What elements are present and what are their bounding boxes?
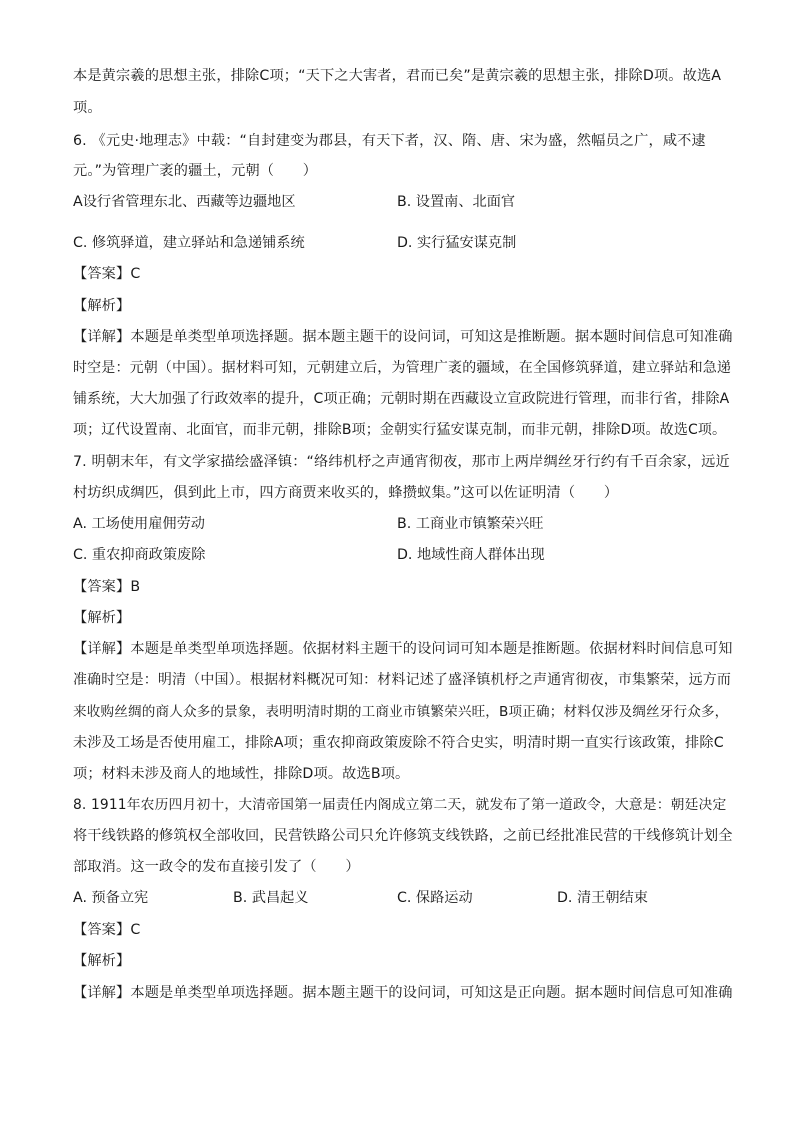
q6-analysis-label: 【解析】 [73,298,131,314]
q7-detail-line-3: 来收购丝绸的商人众多的景象，表明明清时期的工商业市镇繁荣兴旺，B项正确；材料仅涉及绸丝牙行众多， [73,704,729,720]
q6-option-c: C. 修筑驿道，建立驿站和急递铺系统 [73,235,305,251]
q6-detail-line-1: 【详解】本题是单类型单项选择题。据本题主题干的设问词，可知这是推断题。据本题时间信息可知准确 [73,329,733,345]
q7-detail-line-1: 【详解】本题是单类型单项选择题。依据材料主题干的设问词可知本题是推断题。依据材料时间信息可知 [73,641,733,657]
q6-option-b: B. 设置南、北面官 [397,194,516,210]
q7-option-d: D. 地域性商人群体出现 [397,547,545,563]
intro-line-2: 项。 [73,100,102,116]
q6-answer: 【答案】C [73,266,141,282]
q6-option-a: A设行省管理东北、西藏等边疆地区 [73,194,296,210]
q7-answer: 【答案】B [73,579,141,595]
q8-stem-line-3: 部取消。这一政令的发布直接引发了（ ） [73,859,360,875]
q7-option-b: B. 工商业市镇繁荣兴旺 [397,516,544,532]
q7-stem-line-1: 7. 明朝末年，有文学家描绘盛泽镇：“络纬机杼之声通宵彻夜，那市上两岸绸丝牙行约有千百余家，远近 [73,454,730,470]
q8-analysis-label: 【解析】 [73,953,131,969]
q7-stem-line-2: 村坊织成绸匹，俱到此上市，四方商贾来收买的，蜂攒蚁集。”这可以佐证明清（ ） [73,485,619,501]
q7-option-c: C. 重农抑商政策废除 [73,547,206,563]
q8-option-a: A. 预备立宪 [73,890,149,906]
q8-stem-line-2: 将干线铁路的修筑权全部收回，民营铁路公司只允许修筑支线铁路，之前已经批准民营的干线修筑计划全 [73,828,733,844]
q8-answer: 【答案】C [73,922,141,938]
q7-detail-line-4: 未涉及工场是否使用雇工，排除A项；重农抑商政策废除不符合史实，明清时期一直实行该政策，排除C [73,735,724,751]
q8-option-d: D. 清王朝结束 [557,890,648,906]
q6-detail-line-4: 项；辽代设置南、北面官，而非元朝，排除B项；金朝实行猛安谋克制，而非元朝，排除D项。故选C项。 [73,422,727,438]
q8-detail-line-1: 【详解】本题是单类型单项选择题。据本题主题干的设问词，可知这是正向题。据本题时间信息可知准确 [73,985,733,1001]
q6-option-d: D. 实行猛安谋克制 [397,235,517,251]
q8-option-b: B. 武昌起义 [233,890,309,906]
q7-option-a: A. 工场使用雇佣劳动 [73,516,205,532]
q6-stem-line-1: 6. 《元史·地理志》中载：“自封建变为郡县，有天下者，汉、隋、唐、宋为盛，然幅员之广，咸不逮 [73,133,706,149]
q8-stem-line-1: 8. 1911年农历四月初十，大清帝国第一届责任内阁成立第二天，就发布了第一道政令，大意是：朝廷决定 [73,797,727,813]
q8-option-c: C. 保路运动 [397,890,473,906]
q7-analysis-label: 【解析】 [73,610,131,626]
q7-detail-line-2: 准确时空是：明清（中国）。根据材料概况可知：材料记述了盛泽镇机杼之声通宵彻夜，市集繁荣，远方而 [73,672,732,688]
q6-stem-line-2: 元。”为管理广袤的疆土，元朝（ ） [73,163,318,179]
intro-line-1: 本是黄宗羲的思想主张，排除C项；“天下之大害者，君而已矣”是黄宗羲的思想主张，排除D项。故选A [73,68,722,84]
q6-detail-line-3: 铺系统，大大加强了行政效率的提升，C项正确；元朝时期在西藏设立宣政院进行管理，而非行省，排除A [73,391,730,407]
q6-detail-line-2: 时空是：元朝（中国）。据材料可知，元朝建立后，为管理广袤的疆域，在全国修筑驿道，建立驿站和急递 [73,360,732,376]
q7-detail-line-5: 项；材料未涉及商人的地域性，排除D项。故选B项。 [73,766,410,782]
